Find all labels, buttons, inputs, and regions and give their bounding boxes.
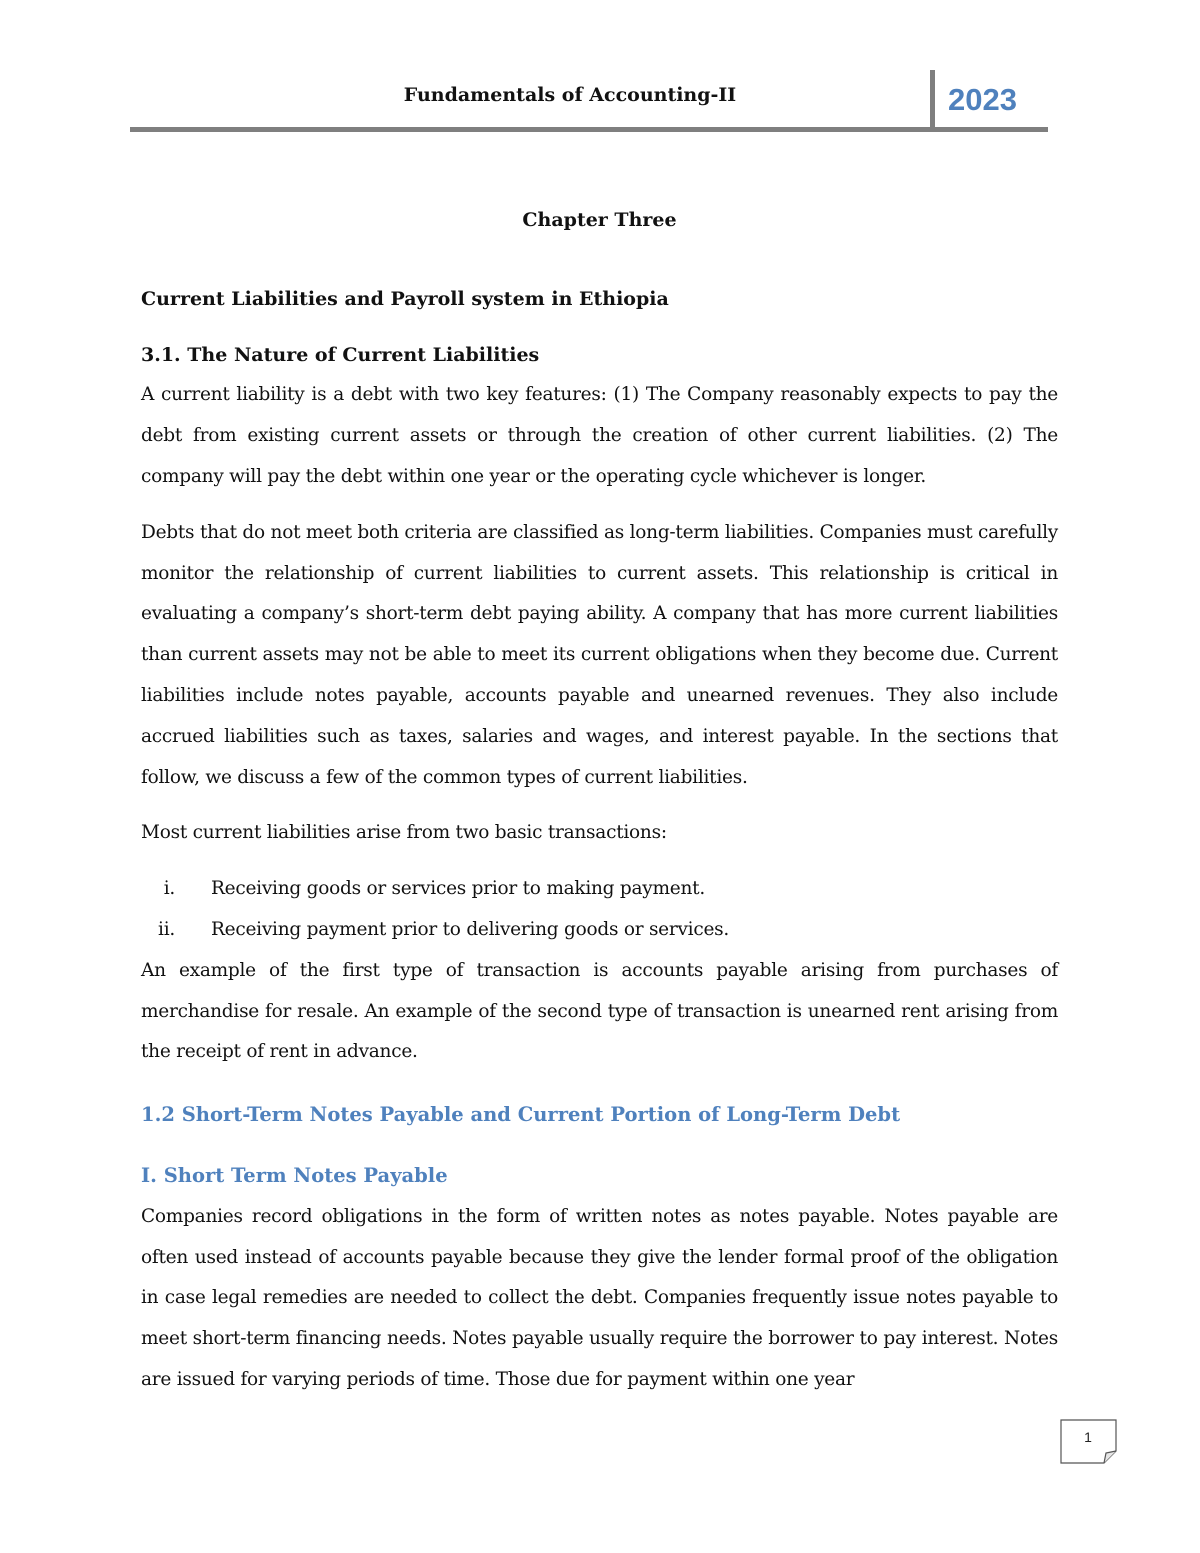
- header-rule: [130, 127, 1048, 132]
- paragraph-definition: A current liability is a debt with two key features: (1) The Company reasonably expects to pay the debt from existing current assets or through the creation of other current liabilities. (2) The company will pay the debt within one year or the operating cycle whichever is longer.: [141, 384, 1058, 487]
- header-divider: [930, 70, 935, 128]
- document-body: [141, 200, 1058, 1401]
- subsection-heading: 1.2 Short-Term Notes Payable and Current Portion of Long-Term Debt: [141, 1103, 901, 1127]
- section-title: 3.1. The Nature of Current Liabilities: [141, 343, 540, 366]
- list-marker: i.: [163, 878, 175, 900]
- page-number: 1: [1084, 1429, 1092, 1445]
- list-marker: ii.: [158, 918, 175, 940]
- paragraph-examples: An example of the first type of transaction is accounts payable arising from purchases of merchandise for resale. An example of the second type of transaction is unearned rent arising from the receipt of rent in advance.: [141, 959, 1058, 1063]
- paragraph-transactions-intro: Most current liabilities arise from two basic transactions:: [141, 822, 667, 844]
- list-item: [141, 869, 1058, 910]
- chapter-title: Chapter Three: [522, 209, 677, 231]
- subsubsection-heading: I. Short Term Notes Payable: [141, 1163, 448, 1187]
- list-item-text: Receiving goods or services prior to making payment.: [211, 878, 705, 900]
- list-item-text: Receiving payment prior to delivering goods or services.: [211, 918, 730, 940]
- list-item: [141, 910, 1058, 951]
- page-header: [130, 70, 1048, 132]
- header-year: 2023: [948, 82, 1017, 117]
- transaction-list: [141, 869, 1058, 951]
- page-number-badge: [1060, 1419, 1116, 1463]
- header-title: Fundamentals of Accounting-II: [403, 84, 737, 106]
- paragraph-long-term: Debts that do not meet both criteria are classified as long-term liabilities. Companies must carefully monitor the relationship of current liabilities to current assets. This relationship is critical in evaluating a company’s short-term debt paying ability. A company that has more current liabilities than current assets may not be able to meet its current obligations when they become due. Current liabilities include notes payable, accounts payable and unearned revenues. They also include accrued liabilities such as taxes, salaries and wages, and interest payable. In the sections that follow, we discuss a few of the common types of current liabilities.: [141, 521, 1058, 788]
- paragraph-notes-payable: Companies record obligations in the form of written notes as notes payable. Notes payable are often used instead of accounts payable because they give the lender formal proof of the obligation in case legal remedies are needed to collect the debt. Companies frequently issue notes payable to meet short-term financing needs. Notes payable usually require the borrower to pay interest. Notes are issued for varying periods of time. Those due for payment within one year: [141, 1205, 1058, 1390]
- part-title: Current Liabilities and Payroll system in Ethiopia: [141, 287, 669, 310]
